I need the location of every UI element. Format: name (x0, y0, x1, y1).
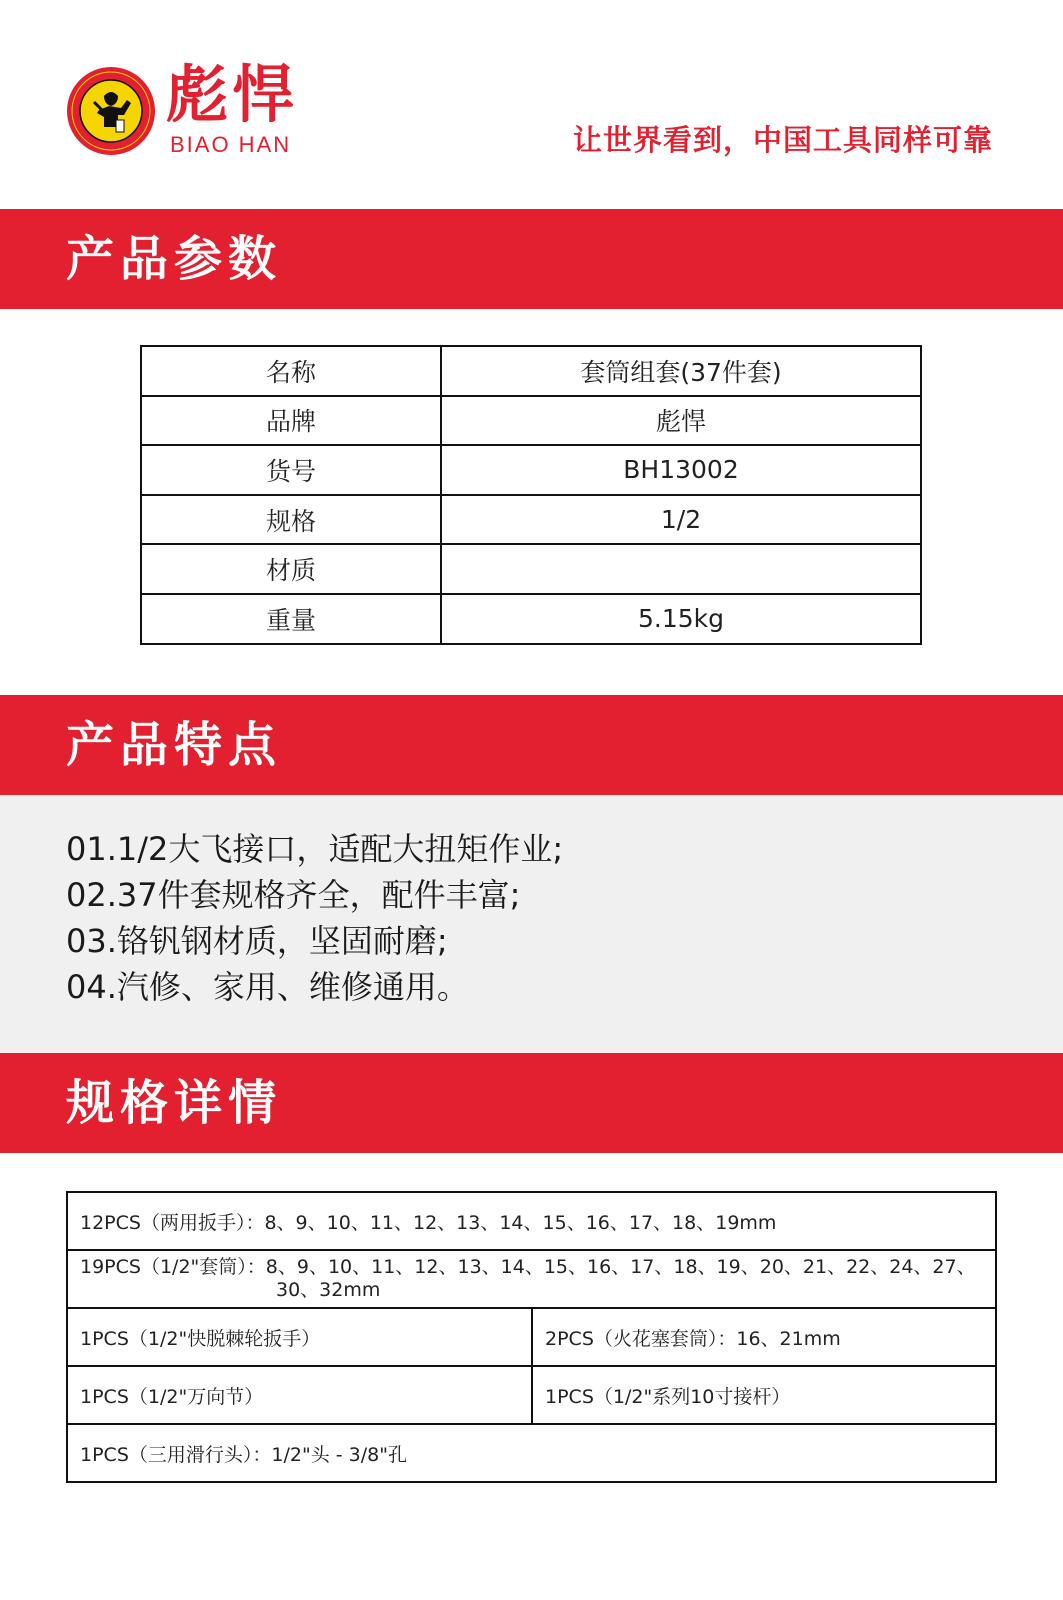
spec-cell: 12PCS（两用扳手）：8、9、10、11、12、13、14、15、16、17、18、19mm (67, 1192, 996, 1250)
spec-table (66, 1191, 997, 1483)
param-key: 品牌 (141, 396, 441, 446)
features-list (66, 826, 563, 1010)
spec-cell (67, 1250, 996, 1308)
section-title-features: 产品特点 (66, 717, 283, 773)
table-row (141, 594, 921, 644)
table-row (67, 1192, 996, 1250)
param-value: 5.15kg (441, 594, 921, 644)
table-row (141, 346, 921, 396)
table-row (67, 1308, 996, 1366)
section-banner-features (0, 695, 1063, 795)
param-value (441, 544, 921, 594)
table-row (141, 396, 921, 446)
param-value: BH13002 (441, 445, 921, 495)
params-table (140, 345, 922, 645)
param-value: 套筒组套(37件套) (441, 346, 921, 396)
list-item: 03.铬钒钢材质，坚固耐磨; (66, 922, 448, 960)
list-item: 02.37件套规格齐全，配件丰富; (66, 876, 521, 914)
param-key: 货号 (141, 445, 441, 495)
table-row (67, 1366, 996, 1424)
spec-cell: 1PCS（1/2"万向节） (67, 1366, 532, 1424)
brand-name-cn: 彪悍 (166, 58, 299, 131)
section-banner-spec (0, 1053, 1063, 1153)
param-key: 规格 (141, 495, 441, 545)
spec-cell: 1PCS（1/2"快脱棘轮扳手） (67, 1308, 532, 1366)
table-row (67, 1424, 996, 1482)
brand-name-en: BIAO HAN (170, 132, 292, 157)
table-row (141, 495, 921, 545)
spec-cell: 1PCS（三用滑行头）：1/2"头 - 3/8"孔 (67, 1424, 996, 1482)
list-item: 04.汽修、家用、维修通用。 (66, 968, 469, 1006)
spec-cell: 2PCS（火花塞套筒）：16、21mm (532, 1308, 996, 1366)
table-row (67, 1250, 996, 1308)
list-item: 01.1/2大飞接口，适配大扭矩作业; (66, 830, 564, 868)
section-title-params: 产品参数 (66, 231, 283, 287)
spec-line: 30、32mm (276, 1279, 381, 1301)
param-key: 重量 (141, 594, 441, 644)
spec-cell: 1PCS（1/2"系列10寸接杆） (532, 1366, 996, 1424)
table-row (141, 445, 921, 495)
slogan: 让世界看到，中国工具同样可靠 (572, 123, 993, 157)
param-value: 1/2 (441, 495, 921, 545)
table-row (141, 544, 921, 594)
brand-logo-emblem (66, 66, 156, 156)
param-value: 彪悍 (441, 396, 921, 446)
section-title-spec: 规格详情 (66, 1075, 283, 1131)
param-key: 名称 (141, 346, 441, 396)
param-key: 材质 (141, 544, 441, 594)
section-banner-params (0, 209, 1063, 309)
spec-line: 19PCS（1/2"套筒）：8、9、10、11、12、13、14、15、16、17、18、19、20、21、22、24、27、 (80, 1256, 976, 1278)
